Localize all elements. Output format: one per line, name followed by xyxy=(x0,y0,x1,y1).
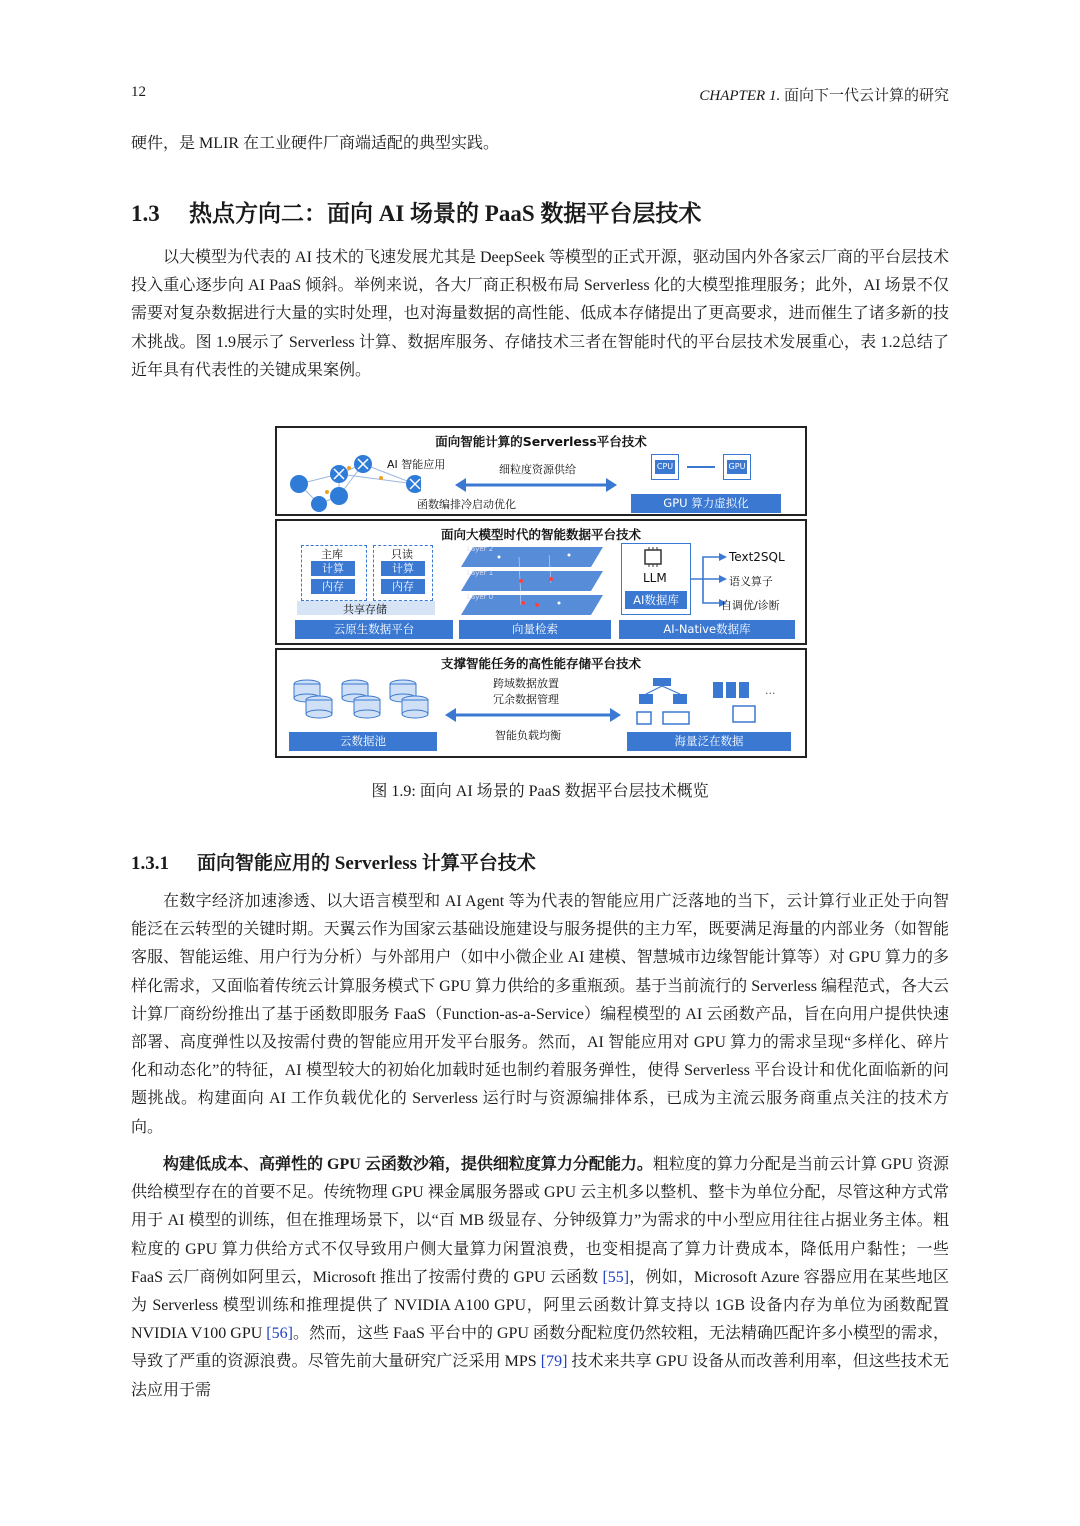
layer2-label: Layer 2 xyxy=(467,545,494,553)
massive-data-bar: 海量泛在数据 xyxy=(627,732,791,751)
intro-line: 硬件，是 MLIR 在工业硬件厂商端适配的典型实践。 xyxy=(131,135,500,152)
vector-layers-graphic xyxy=(459,543,607,617)
layer0-label: Layer 0 xyxy=(467,593,494,601)
chip-link xyxy=(687,466,715,468)
cpu-chip-icon: CPU xyxy=(651,454,679,480)
section-title: 热点方向二：面向 AI 场景的 PaaS 数据平台层技术 xyxy=(189,201,702,226)
primary-label: 主库 xyxy=(321,548,343,561)
gpu-chip-icon: GPU xyxy=(723,454,751,480)
redundant-label: 冗余数据管理 xyxy=(493,693,559,706)
readonly-label: 只读 xyxy=(391,548,413,561)
double-arrow-icon xyxy=(445,708,621,722)
ai-native-bar: AI-Native数据库 xyxy=(619,620,795,639)
chapter-label: CHAPTER 1. xyxy=(699,88,781,104)
cloud-pool-graphic xyxy=(289,676,441,728)
cold-start-label: 函数编排冷启动优化 xyxy=(417,498,516,511)
citation-55[interactable]: [55] xyxy=(602,1268,630,1286)
figure-1-9 xyxy=(275,426,805,756)
paragraph-3-text-b: ，例如，Microsoft Azure 容器应用在某些地区为 Serverless 模型训练和推理提供了 NVIDIA A100 GPU，阿里云函数计算支持以 1GB 设备内存为单位为函数配置 NVIDIA V100 GPU xyxy=(131,1268,949,1343)
paragraph-3-text xyxy=(131,1151,949,1405)
citation-56[interactable]: [56] xyxy=(266,1325,293,1343)
subsection-number: 1.3.1 xyxy=(131,853,169,874)
fine-grained-label: 细粒度资源供给 xyxy=(499,463,576,476)
load-balance-label: 智能负载均衡 xyxy=(495,729,561,742)
citation-79[interactable]: [79] xyxy=(540,1353,568,1371)
subsection-heading xyxy=(131,848,536,875)
vector-search-bar: 向量检索 xyxy=(459,620,611,639)
figure-panel-serverless xyxy=(275,426,807,516)
paragraph-2-text: 在数字经济加速渗透、以大语言模型和 AI Agent 等为代表的智能应用广泛落地的当下，云计算行业正处于向智能泛在云转型的关键时期。天翼云作为国家云基础设施建设与服务提供的主力军，既要满足海量的内部业务（如智能客服、智能运维、用户行为分析）与外部用户（如中小微企业 AI 建模、智慧城市边缘智能计算等）对 GPU 算力的多样化需求，又面临着传统云计算服务模式下 GPU 算力供给的多重瓶颈。基于当前流行的 Serverless 编程范式，各大云计算厂商纷纷推出了基于函数即服务 FaaS（Function-as-a-Service）编程模型的 AI 云函数产品，旨在向用户提供快速部署、高度弹性以及按需付费的智能应用开发平台服务。然而，AI 智能应用对 GPU 算力的需求呈现“多样化、碎片化和动态化”的特征，AI 模型较大的初始化加载时延也制约着服务弹性，使得 Serverless 平台设计和优化面临新的问题挑战。构建面向 AI 工作负载优化的 Serverless 运行时与资源编排体系，已成为主流云服务商重点关注的技术方向。 xyxy=(131,893,949,1136)
primary-memory: 内存 xyxy=(311,579,355,594)
paragraph-3-text-d: 技术来共享 GPU 设备从而改善利用率，但这些技术无法应用于需 xyxy=(131,1353,949,1399)
text2sql-label: Text2SQL xyxy=(729,550,785,564)
readonly-compute: 计算 xyxy=(381,561,425,576)
llm-label: LLM xyxy=(643,571,667,585)
panel-title: 支撑智能任务的高性能存储平台技术 xyxy=(440,656,641,671)
paragraph-3-lead: 构建低成本、高弹性的 GPU 云函数沙箱，提供细粒度算力分配能力。 xyxy=(163,1156,653,1173)
shared-storage-label: 共享存储 xyxy=(343,603,387,616)
page-number: 12 xyxy=(131,84,146,100)
gpu-virt-bar: GPU 算力虚拟化 xyxy=(631,494,781,513)
paragraph-3-text-c: 。然而，这些 FaaS 平台中的 GPU 函数分配粒度仍然较粗，无法精确匹配许多小模型的需求，导致了严重的资源浪费。尽管先前大量研究广泛采用 MPS xyxy=(131,1325,950,1371)
paragraph-1-text: 以大模型为代表的 AI 技术的飞速发展尤其是 DeepSeek 等模型的正式开源，驱动国内外各家云厂商的平台层技术投入重心逐步向 AI PaaS 倾斜。举例来说，各大厂商正积极布局 Serverless 化的大模型推理服务；此外，AI 场景不仅需要对复杂数据进行大量的实时处理，也对海量数据的高性能、低成本存储提出了更高要求，进而催生了诸多新的技术挑战。图 1.9展示了 Serverless 计算、数据库服务、存储技术三者在智能时代的平台层技术发展重心，表 1.2总结了近年具有代表性的关键成果案例。 xyxy=(131,249,949,379)
self-tune-label: 自调优/诊断 xyxy=(721,599,780,612)
figure-panel-storage xyxy=(275,648,807,758)
ai-db-box: AI数据库 xyxy=(625,591,687,609)
readonly-memory: 内存 xyxy=(381,579,425,594)
more-ellipsis: ... xyxy=(765,684,776,697)
paragraph-3 xyxy=(131,1151,949,1405)
cloud-pool-bar: 云数据池 xyxy=(289,732,437,751)
subsection-title: 面向智能应用的 Serverless 计算平台技术 xyxy=(197,853,536,874)
panel-title: 面向大模型时代的智能数据平台技术 xyxy=(440,527,641,542)
running-header xyxy=(699,84,949,105)
panel-title: 面向智能计算的Serverless平台技术 xyxy=(435,434,647,449)
cross-domain-label: 跨域数据放置 xyxy=(493,677,559,690)
devices-graphic xyxy=(633,676,773,728)
paragraph-3-text-a: 粗粒度的算力分配是当前云计算 GPU 资源供给模型存在的首要不足。传统物理 GPU 裸金属服务器或 GPU 云主机多以整机、整卡为单位分配，尽管这种方式常用于 AI 模型的训练，但在推理场景下，以“百 MB 级显存、分钟级算力”为需求的中小型应用往往占据业务主体。粗粒度的 GPU 算力供给方式不仅导致用户侧大量算力闲置浪费，也变相提高了算力计费成本，降低用户黏性；一些 FaaS 云厂商例如阿里云，Microsoft 推出了按需付费的 GPU 云函数 xyxy=(131,1156,949,1286)
paragraph-2 xyxy=(131,888,949,1142)
figure-caption: 图 1.9: 面向 AI 场景的 PaaS 数据平台层技术概览 xyxy=(371,783,709,800)
figure-panel-data-platform xyxy=(275,519,807,645)
primary-compute: 计算 xyxy=(311,561,355,576)
llm-chip-icon xyxy=(641,547,665,567)
section-heading xyxy=(131,195,701,228)
cloud-native-bar: 云原生数据平台 xyxy=(295,620,453,639)
double-arrow-icon xyxy=(455,478,617,492)
semantic-op-label: 语义算子 xyxy=(729,575,773,588)
section-number: 1.3 xyxy=(131,201,160,226)
chapter-title: 面向下一代云计算的研究 xyxy=(783,88,949,104)
layer1-label: Layer 1 xyxy=(467,569,494,577)
paragraph-1 xyxy=(131,244,949,385)
ai-app-label: AI 智能应用 xyxy=(387,458,446,471)
